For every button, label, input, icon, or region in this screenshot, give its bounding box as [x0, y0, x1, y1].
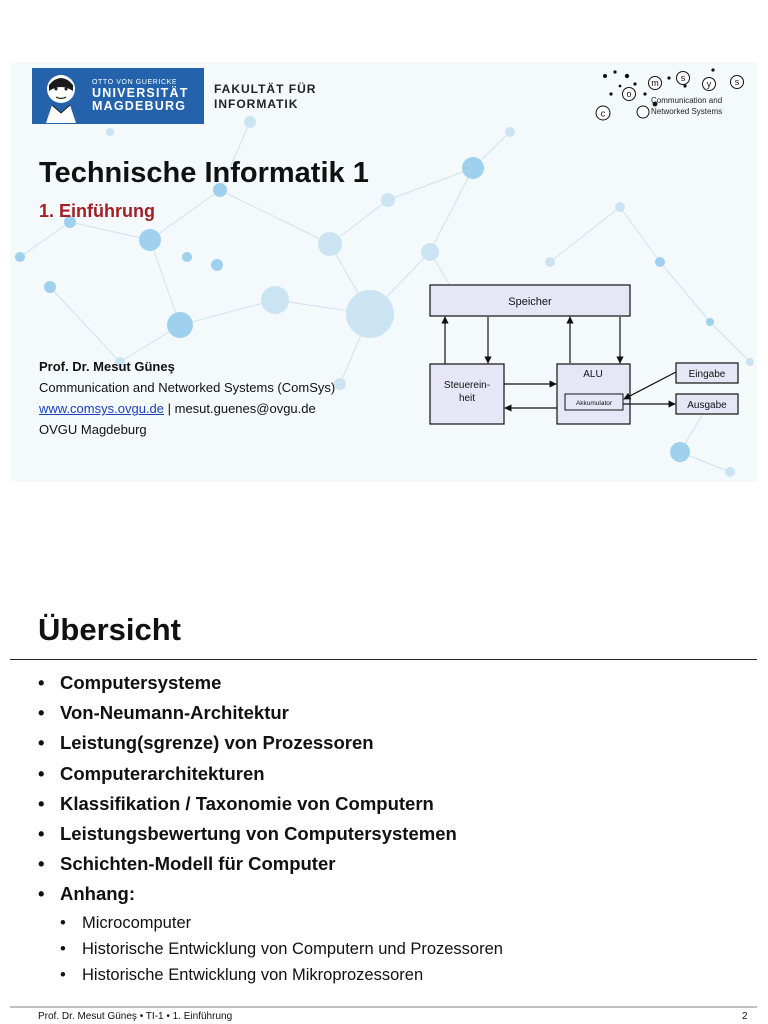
- agenda-item-klassifikation: • Klassifikation / Taxonomie von Computern: [36, 789, 503, 819]
- overview-title: Übersicht: [38, 612, 181, 647]
- agenda-sublist: [36, 910, 503, 988]
- accumulator-label: Akkumulator: [575, 400, 613, 407]
- university-name-line1: UNIVERSITÄT: [92, 85, 189, 100]
- alu-label: ALU: [583, 369, 603, 380]
- comsys-letter-s: s: [680, 73, 686, 83]
- agenda-item-computerarchitekturen: • Computerarchitekturen: [36, 759, 503, 789]
- von-neumann-diagram: [425, 280, 745, 430]
- comsys-letter-c: c: [600, 108, 606, 119]
- comsys-letter-m: m: [651, 78, 659, 88]
- agenda-list: [36, 668, 503, 988]
- author-email[interactable]: mesut.guenes@ovgu.de: [174, 401, 316, 416]
- control-label-line1: Steuerein-: [443, 380, 491, 391]
- faculty-line2: INFORMATIK: [214, 97, 299, 111]
- output-label: Ausgabe: [687, 400, 727, 411]
- page-title: Technische Informatik 1: [39, 157, 369, 189]
- website-link[interactable]: www.comsys.ovgu.de: [39, 401, 164, 416]
- comsys-letter-s2: s: [734, 77, 740, 87]
- agenda-sublist-container: [36, 910, 503, 988]
- comsys-letter-y: y: [706, 79, 712, 89]
- guericke-portrait-icon: [32, 68, 90, 124]
- agenda-item-leistungsbewertung: • Leistungsbewertung von Computersystemen: [36, 819, 503, 849]
- agenda-item-leistung: • Leistung(sgrenze) von Prozessoren: [36, 728, 503, 758]
- author-name: Prof. Dr. Mesut Güneş: [39, 359, 175, 374]
- footer-divider: [10, 1006, 757, 1008]
- university-logo[interactable]: [32, 68, 204, 124]
- agenda-item-schichten-modell: • Schichten-Modell für Computer: [36, 849, 503, 879]
- control-label-line2: heit: [458, 393, 476, 404]
- comsys-tagline: [651, 96, 722, 118]
- title-slide: [10, 62, 757, 482]
- page-subtitle: 1. Einführung: [39, 201, 155, 221]
- faculty-name: [214, 82, 316, 112]
- input-label: Eingabe: [688, 369, 726, 380]
- faculty-line1: FAKULTÄT FÜR: [214, 82, 317, 96]
- agenda-item-anhang: • Anhang:: [36, 879, 503, 909]
- agenda-item-von-neumann: • Von-Neumann-Architektur: [36, 698, 503, 728]
- university-name-line2: MAGDEBURG: [92, 98, 187, 113]
- page-number: 2: [742, 1011, 748, 1022]
- author-institution: OVGU Magdeburg: [39, 422, 147, 437]
- author-block: [39, 356, 335, 440]
- memory-label: Speicher: [508, 296, 552, 308]
- sub-item-microcomputer: • Microcomputer: [36, 910, 503, 936]
- comsys-letter-o: o: [626, 89, 632, 99]
- footer-text: Prof. Dr. Mesut Güneş • TI-1 • 1. Einführung: [38, 1011, 233, 1022]
- comsys-tagline-line1: Communication and: [651, 96, 723, 105]
- university-small-line: OTTO VON GUERICKE: [92, 79, 178, 87]
- title-divider: [10, 659, 757, 660]
- sub-item-historie-mikroprozessoren: • Historische Entwicklung von Mikroprozessoren: [36, 962, 503, 988]
- author-contact-line: [39, 398, 335, 419]
- comsys-tagline-line2: Networked Systems: [651, 106, 723, 116]
- author-group: Communication and Networked Systems (ComSys): [39, 380, 336, 395]
- agenda-item-computersysteme: • Computersysteme: [36, 668, 503, 698]
- sub-item-historie-computer: • Historische Entwicklung von Computern und Prozessoren: [36, 936, 503, 962]
- contact-separator: |: [164, 401, 175, 416]
